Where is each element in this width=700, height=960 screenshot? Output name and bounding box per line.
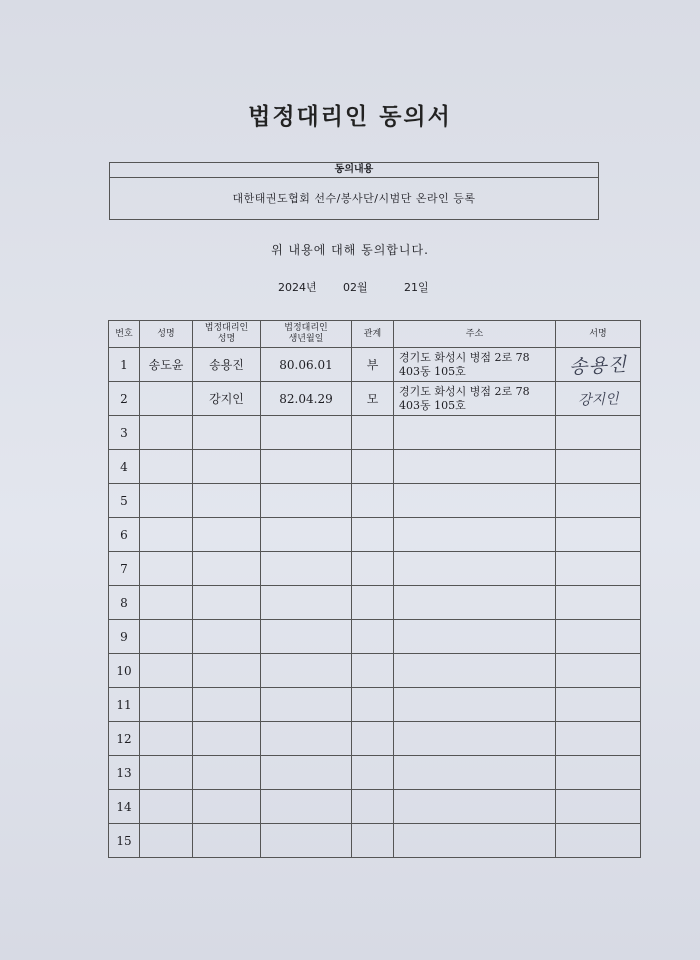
guardian-birthdate-cell — [261, 756, 352, 790]
row-number-cell: 11 — [109, 688, 140, 722]
header-address: 주소 — [394, 321, 556, 348]
guardian-name-cell — [193, 756, 261, 790]
handwritten-signature: 강지인 — [577, 390, 619, 409]
signature-cell — [556, 688, 641, 722]
student-name-cell — [140, 824, 193, 858]
table-row — [109, 620, 641, 654]
student-name-cell — [140, 756, 193, 790]
address-cell — [394, 824, 556, 858]
address-cell — [394, 416, 556, 450]
row-number-cell: 14 — [109, 790, 140, 824]
table-row — [109, 722, 641, 756]
student-name-cell — [140, 722, 193, 756]
guardian-birthdate-cell — [261, 484, 352, 518]
signature-cell — [556, 620, 641, 654]
guardian-birthdate-cell — [261, 824, 352, 858]
relation-cell — [352, 824, 394, 858]
address-line: 경기도 화성시 병점 2로 78 — [399, 384, 530, 398]
signature-cell — [556, 484, 641, 518]
student-name-cell — [140, 790, 193, 824]
address-cell — [394, 484, 556, 518]
guardian-name-cell — [193, 620, 261, 654]
row-number-cell: 5 — [109, 484, 140, 518]
consent-box — [109, 162, 599, 220]
relation-cell: 부 — [352, 348, 394, 382]
student-name-cell — [140, 450, 193, 484]
signature-cell — [556, 790, 641, 824]
table-row — [109, 824, 641, 858]
student-name-cell — [140, 416, 193, 450]
table-row — [109, 348, 641, 382]
address-line: 403동 105호 — [399, 364, 466, 378]
guardian-name-cell — [193, 688, 261, 722]
consent-header: 동의내용 — [110, 163, 598, 178]
signature-cell — [556, 824, 641, 858]
table-row — [109, 416, 641, 450]
row-number-cell: 7 — [109, 552, 140, 586]
relation-cell — [352, 518, 394, 552]
student-name-cell — [140, 654, 193, 688]
address-cell — [394, 552, 556, 586]
signature-cell — [556, 586, 641, 620]
address-cell — [394, 756, 556, 790]
table-row — [109, 382, 641, 416]
student-name-cell — [140, 620, 193, 654]
relation-cell — [352, 722, 394, 756]
table-row — [109, 654, 641, 688]
student-name-cell — [140, 586, 193, 620]
student-name-cell — [140, 518, 193, 552]
table-row — [109, 586, 641, 620]
row-number-cell: 2 — [109, 382, 140, 416]
relation-cell — [352, 620, 394, 654]
guardian-birthdate-cell — [261, 416, 352, 450]
signature-cell — [556, 552, 641, 586]
student-name-cell — [140, 382, 193, 416]
guardian-birthdate-cell: 82.04.29 — [261, 382, 352, 416]
guardian-birthdate-cell — [261, 654, 352, 688]
handwritten-signature: 송용진 — [568, 353, 628, 379]
student-name-cell — [140, 688, 193, 722]
address-cell — [394, 688, 556, 722]
table-row — [109, 484, 641, 518]
student-name-cell — [140, 552, 193, 586]
relation-cell — [352, 654, 394, 688]
address-cell — [394, 722, 556, 756]
address-cell — [394, 654, 556, 688]
guardian-birthdate-cell — [261, 688, 352, 722]
address-cell — [394, 382, 556, 416]
guardian-name-cell: 강지인 — [193, 382, 261, 416]
table-row — [109, 518, 641, 552]
guardian-name-cell — [193, 824, 261, 858]
guardian-name-cell — [193, 416, 261, 450]
agreement-text: 위 내용에 대해 동의합니다. — [271, 243, 429, 257]
row-number-cell: 10 — [109, 654, 140, 688]
relation-cell — [352, 756, 394, 790]
header-no: 번호 — [109, 321, 140, 348]
guardian-name-cell — [193, 722, 261, 756]
address-cell — [394, 450, 556, 484]
guardian-birthdate-cell — [261, 586, 352, 620]
table-body — [109, 348, 641, 858]
address-cell — [394, 348, 556, 382]
row-number-cell: 13 — [109, 756, 140, 790]
address-cell — [394, 790, 556, 824]
guardian-birthdate-cell — [261, 620, 352, 654]
guardian-birthdate-cell — [261, 518, 352, 552]
header-guardian-birth: 법정대리인 생년월일 — [261, 321, 352, 348]
header-signature: 서명 — [556, 321, 641, 348]
row-number-cell: 4 — [109, 450, 140, 484]
guardian-birthdate-cell — [261, 722, 352, 756]
signature-cell — [556, 654, 641, 688]
signature-cell — [556, 348, 641, 382]
table-row — [109, 552, 641, 586]
relation-cell — [352, 416, 394, 450]
relation-cell — [352, 790, 394, 824]
address-cell — [394, 518, 556, 552]
row-number-cell: 8 — [109, 586, 140, 620]
student-name-cell: 송도윤 — [140, 348, 193, 382]
guardian-birthdate-cell — [261, 790, 352, 824]
signature-cell — [556, 416, 641, 450]
guardian-name-cell — [193, 790, 261, 824]
table-header-row — [109, 321, 641, 348]
relation-cell — [352, 688, 394, 722]
student-name-cell — [140, 484, 193, 518]
table-row — [109, 756, 641, 790]
row-number-cell: 12 — [109, 722, 140, 756]
date-day: 21일 — [404, 281, 429, 294]
header-relation: 관계 — [352, 321, 394, 348]
guardian-name-cell — [193, 586, 261, 620]
address-cell — [394, 620, 556, 654]
relation-cell — [352, 552, 394, 586]
row-number-cell: 15 — [109, 824, 140, 858]
address-line: 403동 105호 — [399, 398, 466, 412]
guardian-name-cell — [193, 518, 261, 552]
relation-cell — [352, 586, 394, 620]
date-year: 2024년 — [278, 281, 317, 294]
signature-cell — [556, 722, 641, 756]
header-guardian-name: 법정대리인 성명 — [193, 321, 261, 348]
guardian-name-cell — [193, 450, 261, 484]
table-row — [109, 790, 641, 824]
signature-cell — [556, 382, 641, 416]
row-number-cell: 6 — [109, 518, 140, 552]
row-number-cell: 1 — [109, 348, 140, 382]
guardian-name-cell — [193, 654, 261, 688]
guardian-name-cell — [193, 484, 261, 518]
signature-cell — [556, 756, 641, 790]
signature-cell — [556, 518, 641, 552]
row-number-cell: 9 — [109, 620, 140, 654]
table-row — [109, 688, 641, 722]
guardian-birthdate-cell: 80.06.01 — [261, 348, 352, 382]
table-row — [109, 450, 641, 484]
header-name: 성명 — [140, 321, 193, 348]
date-month: 02월 — [343, 281, 368, 294]
document-title: 법정대리인 동의서 — [248, 104, 452, 130]
guardian-name-cell: 송용진 — [193, 348, 261, 382]
guardian-birthdate-cell — [261, 450, 352, 484]
address-line: 경기도 화성시 병점 2로 78 — [399, 350, 530, 364]
relation-cell — [352, 484, 394, 518]
relation-cell: 모 — [352, 382, 394, 416]
row-number-cell: 3 — [109, 416, 140, 450]
relation-cell — [352, 450, 394, 484]
address-cell — [394, 586, 556, 620]
guardian-name-cell — [193, 552, 261, 586]
guardian-birthdate-cell — [261, 552, 352, 586]
signature-cell — [556, 450, 641, 484]
consent-content: 대한태권도협회 선수/봉사단/시범단 온라인 등록 — [232, 192, 476, 205]
guardian-table — [108, 320, 641, 858]
